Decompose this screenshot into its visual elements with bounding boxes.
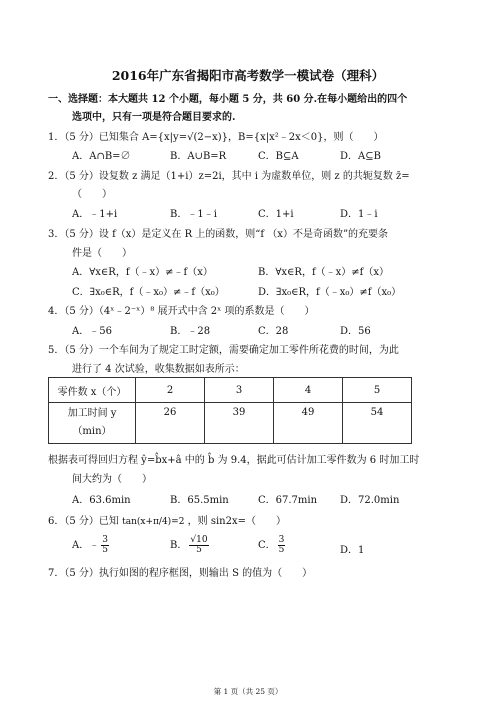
table-cell: 4 [274, 378, 343, 403]
q5-option-c: C．67.7min [258, 495, 318, 506]
q1-option-d: D．A⊆B [340, 151, 381, 162]
q6-option-c-prefix: C． [258, 540, 276, 551]
table-header-y-line2: （min） [72, 426, 112, 437]
q3-option-d: D．∃x₀∈R，f（﹣x₀）≠f（x₀） [258, 287, 402, 298]
q1-option-b: B．A∪B=R [170, 151, 227, 162]
q2-stem-cont: （ ） [72, 189, 112, 200]
q1-option-c: C．B⊆A [258, 151, 299, 162]
q2-stem: 2．（5 分）设复数 z 满足（1+i）z=2i，其中 i 为虚数单位，则 z 的共轭复数 z̄= [48, 171, 410, 182]
fraction-denominator: 5 [196, 545, 202, 555]
page-footer: 第 1 页（共 25 页） [213, 687, 283, 696]
q5-option-b: B．65.5min [170, 495, 229, 506]
data-table [48, 377, 412, 444]
section-heading: 一、选择题：本大题共 12 个小题，每小题 5 分，共 60 分.在每小题给出的四个 [48, 94, 408, 105]
table-cell: 3 [205, 378, 274, 403]
q3-stem-cont: 件是（ ） [72, 248, 132, 259]
q6-option-c-fraction [278, 536, 286, 555]
paper-title: 2016年广东省揭阳市高考数学一模试卷（理科） [111, 68, 385, 83]
q4-option-d: D．56 [340, 326, 371, 337]
q4-option-b: B．﹣28 [170, 326, 211, 337]
q6-stem-pre: 6．（5 分）已知 [48, 516, 119, 527]
q5-option-a: A．63.6min [72, 495, 131, 506]
q4-stem: 4．（5 分）（4ˣ﹣2⁻ˣ）⁸ 展开式中含 2ˣ 项的系数是（ ） [48, 306, 315, 317]
fraction-denominator: 5 [278, 545, 285, 555]
q6-formula: tan(x+π/4)=2 [122, 517, 185, 527]
q6-option-b-fraction [189, 536, 208, 555]
q2-option-c: C．1+i [258, 209, 294, 220]
table-cell: 5 [343, 378, 412, 403]
fraction-numerator: 3 [278, 535, 285, 545]
q4-option-c: C．28 [258, 326, 289, 337]
table-header-y [49, 403, 136, 444]
table-cell: 39 [205, 403, 274, 444]
table-header-y-line1: 加工时间 y [67, 408, 117, 419]
table-cell: 26 [136, 403, 205, 444]
fraction-numerator: √10 [190, 535, 208, 545]
q5-after-cont: 间大约为（ ） [72, 474, 152, 485]
q6-option-a-prefix: A．﹣ [72, 540, 100, 551]
q3-stem: 3．（5 分）设 f（x）是定义在 R 上的函数，则“f （x）不是奇函数”的充要条 [48, 229, 389, 240]
table-cell: 49 [274, 403, 343, 444]
q6-stem [48, 512, 286, 527]
q1-stem: 1．（5 分）已知集合 A={x|y=√(2−x)}，B={x|x²﹣2x＜0}，则（ ） [48, 132, 384, 143]
table-row [49, 378, 412, 403]
q6-option-c [258, 536, 287, 555]
q5-stem: 5．（5 分）一个车间为了规定工时定额，需要确定加工零件所花费的时间，为此 [48, 345, 399, 356]
q1-option-a: A．A∩B=∅ [72, 151, 131, 162]
q6-option-b [170, 536, 211, 555]
section-heading-cont: 选项中，只有一项是符合题目要求的. [72, 112, 236, 123]
q2-option-a: A．﹣1+i [72, 209, 118, 220]
q6-option-d: D．1 [340, 545, 365, 556]
q6-option-a-fraction [101, 536, 109, 555]
table-cell: 54 [343, 403, 412, 444]
table-row [49, 403, 412, 444]
q2-option-b: B．﹣1﹣i [170, 209, 217, 220]
q6-option-a [72, 536, 111, 555]
fraction-numerator: 3 [102, 535, 108, 545]
fraction-denominator: 5 [102, 545, 108, 555]
q5-stem-cont: 进行了 4 次试验，收集数据如表所示： [72, 364, 245, 375]
q5-after: 根据表可得回归方程 ŷ=b̂x+â 中的 b̂ 为 9.4，据此可估计加工零件数为 6 时加工时 [48, 455, 420, 466]
q2-option-d: D．1﹣i [340, 209, 378, 220]
q7-stem: 7．（5 分）执行如图的程序框图，则输出 S 的值为（ ） [48, 568, 313, 579]
table-header-x: 零件数 x（个） [49, 378, 136, 403]
q6-option-b-prefix: B． [170, 540, 188, 551]
q3-option-b: B．∀x∈R，f（﹣x）≠f（x） [258, 267, 390, 278]
q6-stem-post: ，则 sin2x=（ ） [187, 516, 286, 527]
q3-option-a: A．∀x∈R，f（﹣x）≠﹣f（x） [72, 267, 213, 278]
q5-option-d: D．72.0min [340, 495, 400, 506]
q3-option-c: C．∃x₀∈R，f（﹣x₀）≠﹣f（x₀） [72, 287, 225, 298]
table-cell: 2 [136, 378, 205, 403]
q4-option-a: A．﹣56 [72, 326, 112, 337]
